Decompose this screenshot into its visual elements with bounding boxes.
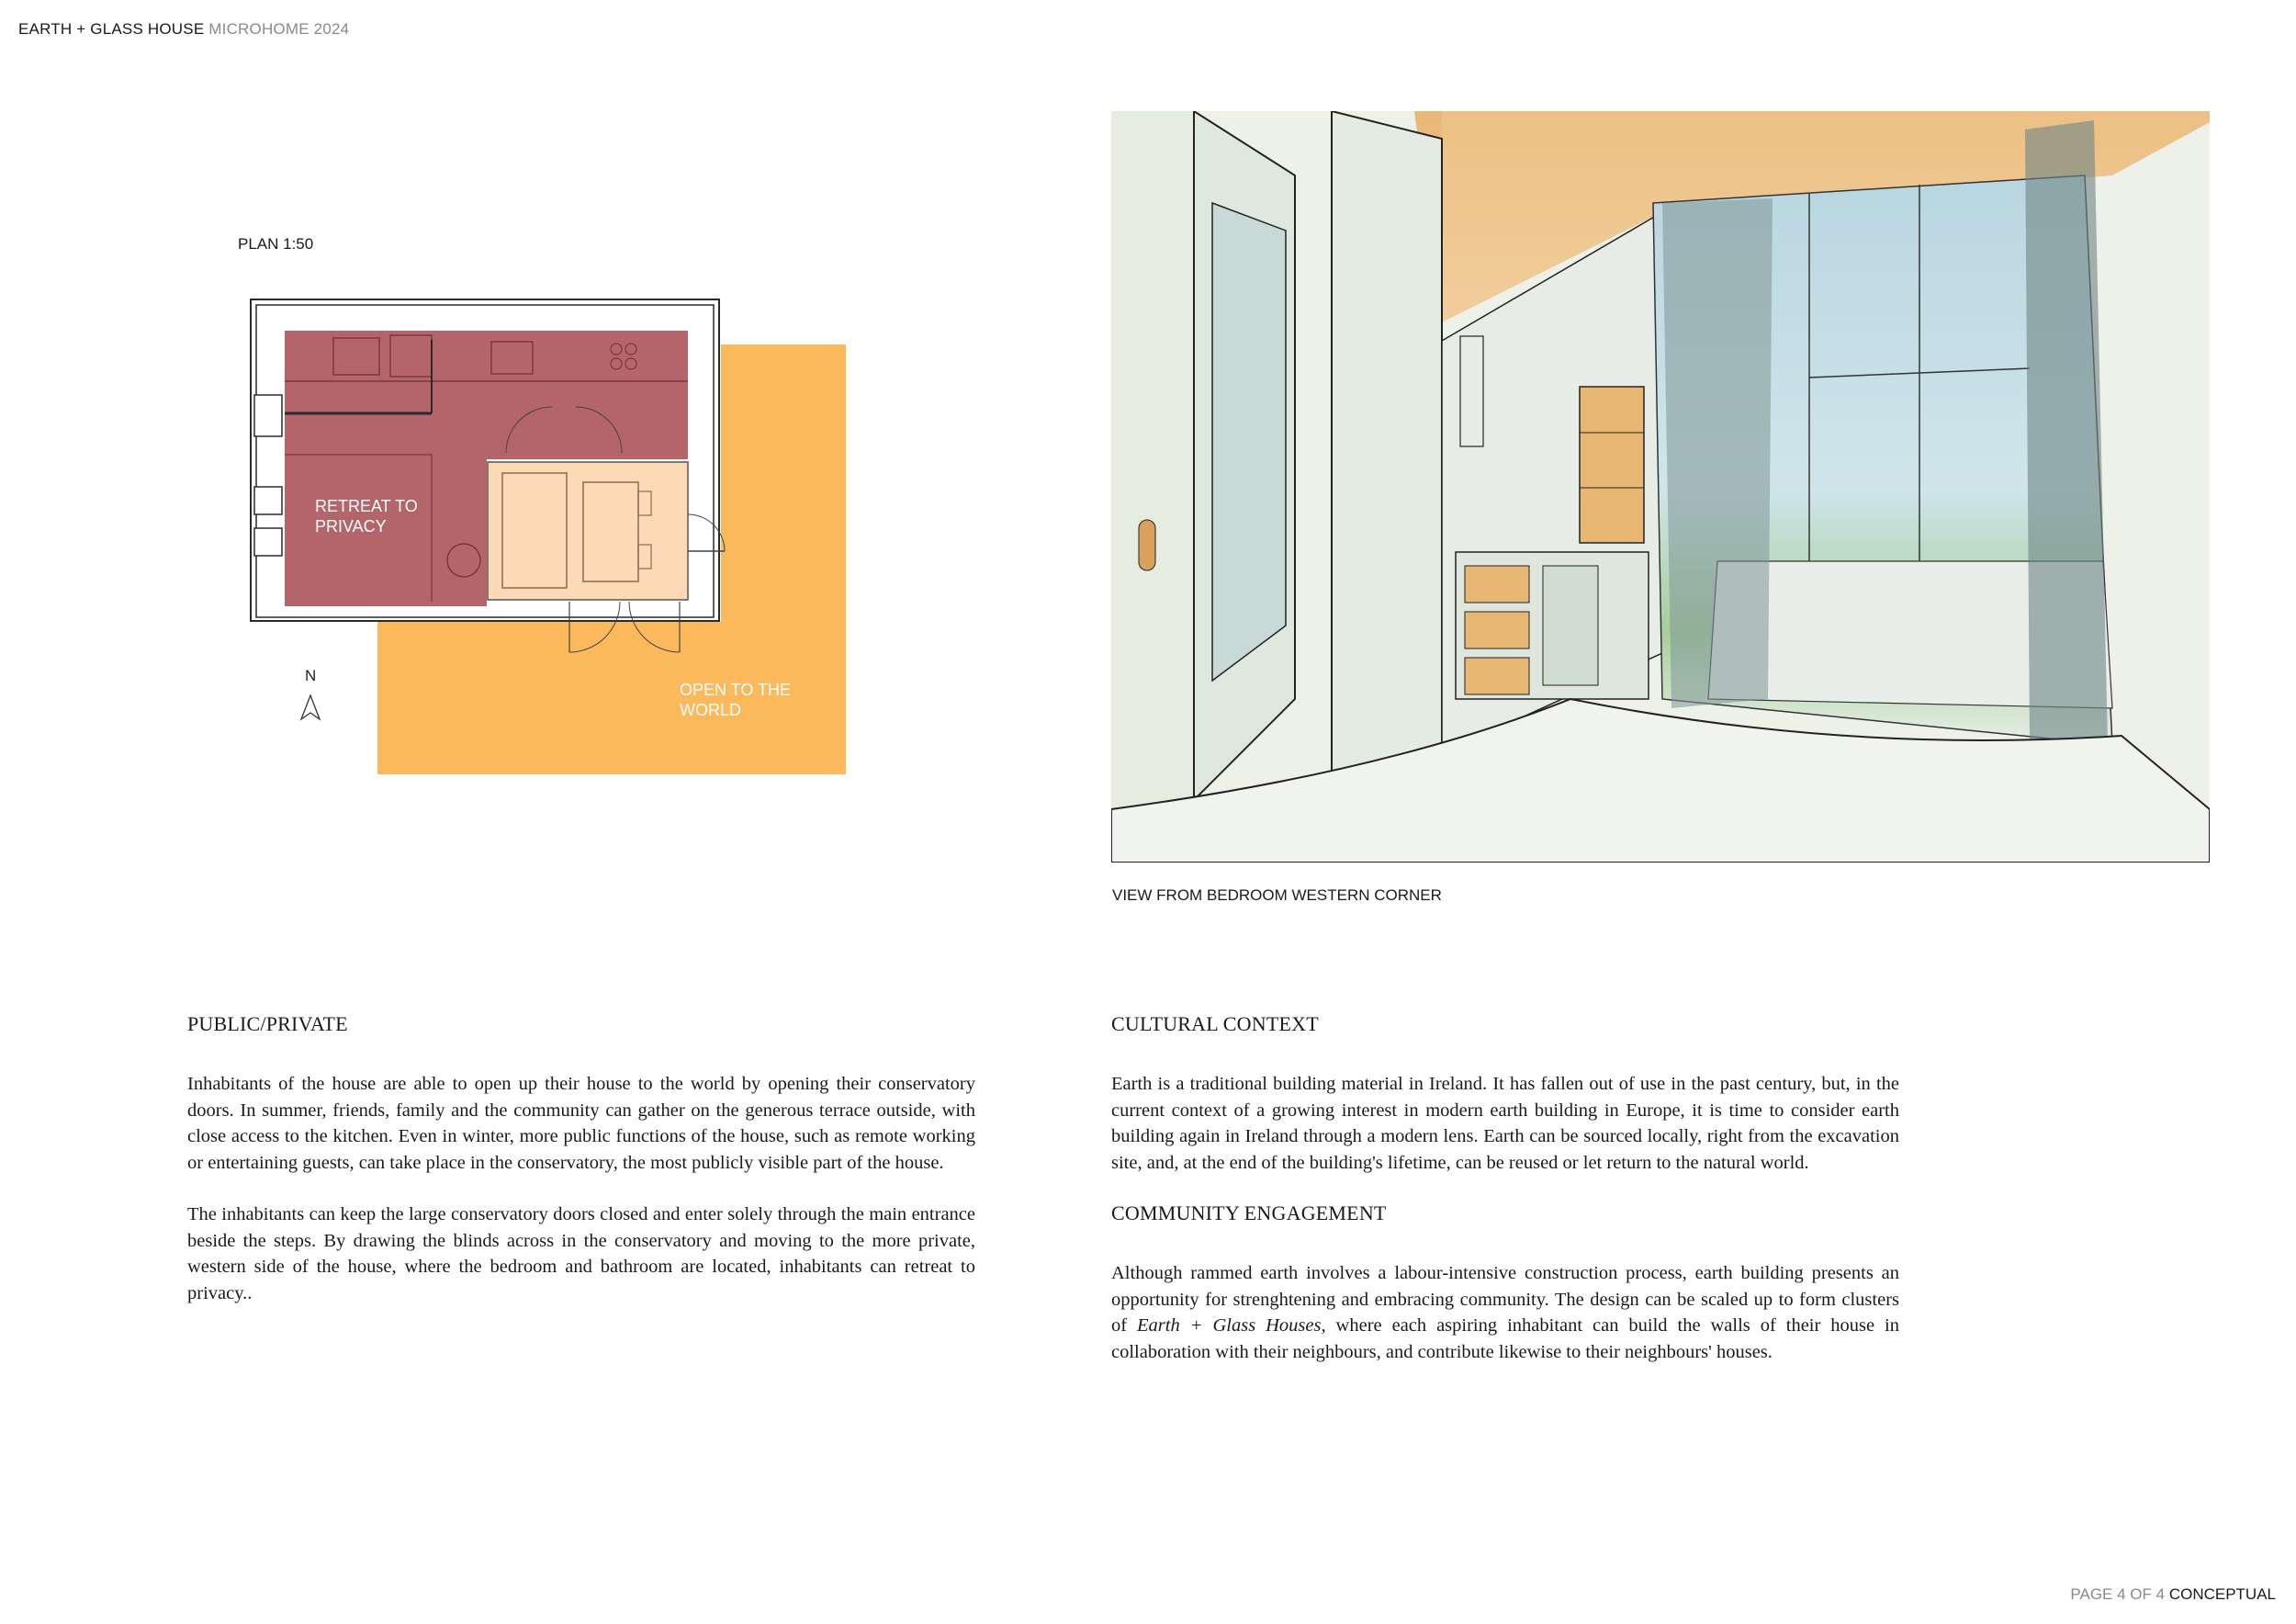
cultural-context-paragraph: Earth is a traditional building material in Ireland. It has fallen out of use in the past century, but, in the current context of a growing interest in modern earth building in Europe, it is time to consider earth building again in Ireland through a modern lens. Earth can be sourced locally, right from the excavation site, and, at the end of the building's lifetime, can be reused or let return to the natural world. [1111,1074,1899,1173]
public-label-line1: OPEN TO THE [680,681,792,699]
public-private-title: PUBLIC/PRIVATE [187,1012,348,1035]
public-label-line2: WORLD [680,701,741,719]
community-text-italic: Earth + Glass Houses [1137,1315,1322,1336]
cultural-context-section [1111,1012,1899,1391]
community-paragraph [1111,1260,1899,1365]
community-text-before: Although rammed earth involves a labour-intensive construction process, earth building presents an opportunity for strenghtening and embracing community. The design can be scaled up to form clusters of [1111,1263,1899,1336]
cultural-context-title: CULTURAL CONTEXT [1111,1012,1319,1035]
render-caption: VIEW FROM BEDROOM WESTERN CORNER [1112,886,1442,904]
public-private-paragraph-1: Inhabitants of the house are able to open up their house to the world by opening their conservatory doors. In summer, friends, family and the community can gather on the generous terrace outside, with close access to the kitchen. Even in winter, more public functions of the house, such as remote working or entertaining guests, can take place in the conservatory, the most publicly visible part of the house. [187,1074,975,1173]
public-private-paragraph-2: The inhabitants can keep the large conservatory doors closed and enter solely through the main entrance beside the steps. By drawing the blinds across in the conservatory and moving to the more private, western side of the house, where the bedroom and bathroom are located, inhabitants can retreat to privacy.. [187,1204,975,1303]
floor-plan [234,285,859,781]
bedroom-sketch-view [1111,111,2210,863]
community-text-after: , where each aspiring inhabitant can build the walls of their house in collaboration with their neighbours, and contribute likewise to their neighbours' houses. [1111,1315,1899,1362]
page-footer [2070,1585,2276,1604]
north-arrow-icon [301,695,320,719]
plan-title: PLAN 1:50 [238,235,314,253]
north-label: N [305,667,317,684]
private-label-line1: RETREAT TO [315,497,418,515]
header-subtitle: MICROHOME 2024 [208,20,350,38]
page-header [18,20,349,39]
private-label-line2: PRIVACY [315,517,387,536]
header-title: EARTH + GLASS HOUSE [18,20,205,38]
public-private-section [187,1012,975,1332]
footer-page-number: PAGE 4 OF 4 [2070,1585,2166,1603]
footer-section: CONCEPTUAL [2168,1585,2276,1603]
community-title: COMMUNITY ENGAGEMENT [1111,1201,1387,1224]
